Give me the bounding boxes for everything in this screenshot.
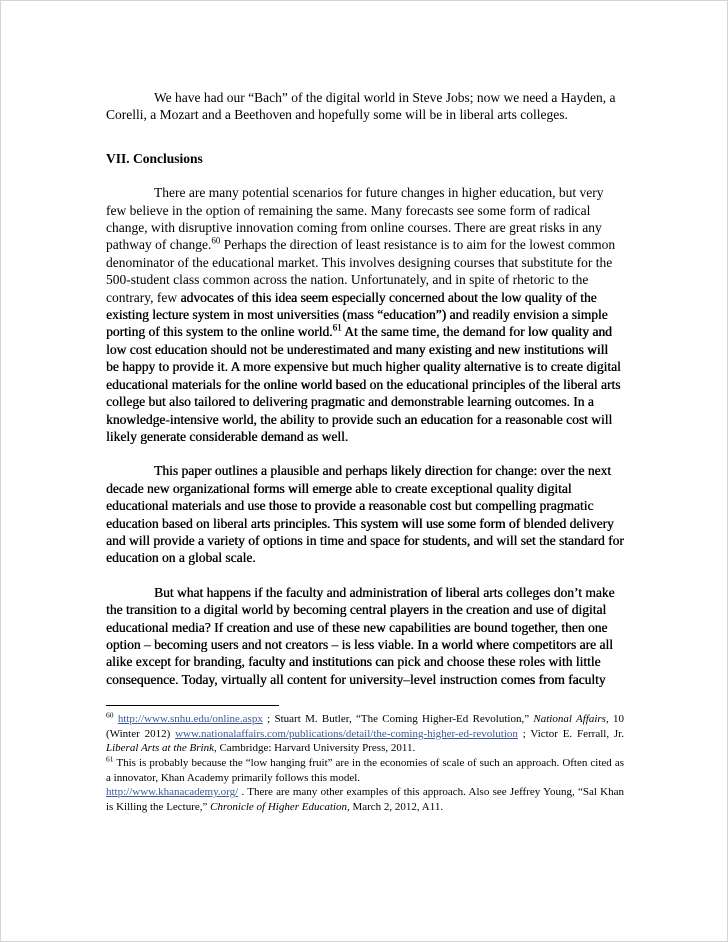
footnote-number-61: 61 — [106, 754, 114, 764]
footnote-number-60: 60 — [106, 710, 114, 720]
italic-book-title: Liberal Arts at the Brink — [106, 742, 214, 755]
footnote-60 — [106, 712, 624, 756]
link-snhu-online[interactable]: http://www.snhu.edu/online.aspx — [117, 713, 263, 726]
text-run: , 10 (Winter 2012) — [106, 713, 625, 740]
text-run: , March 2, 2012, A11. — [346, 800, 444, 813]
text-run: There are many potential scenarios for future changes in higher education, but very few believe in the option of remaining the same. Many forecasts see some form of radical change, with disruptive innovation coming from online courses. There are great risks in any pathway of change. — [106, 185, 604, 253]
footnote-ref-61: 61 — [332, 322, 342, 333]
text-run: ; Stuart M. Butler, “The Coming Higher-Ed Revolution,” — [262, 713, 534, 726]
text-run: advocates of this idea seem especially concerned about the low quality of the existing lecture system in most universities (mass “education”) and readily envision a simple porting of this system to the online world. — [106, 289, 608, 340]
italic-journal-title: Chronicle of Higher Education — [210, 800, 347, 813]
text-run: At the same time, the demand for low quality and low cost education should not be underestimated and many existing and new institutions will be happy to provide it. A more expensive but much higher quality alternative is to create digital educational materials for the online world based on the educational principles of the liberal arts college but also tailored to delivering pragmatic and demonstrable learning outcomes. In a knowledge-intensive world, the ability to provide such an education for a reasonable cost will likely generate considerable demand as well. — [106, 324, 621, 444]
intro-paragraph: We have had our “Bach” of the digital world in Steve Jobs; now we need a Hayden, a Corelli, a Mozart and a Beethoven and hopefully some will be in liberal arts colleges. — [106, 90, 616, 123]
footnote-ref-60: 60 — [211, 235, 221, 246]
section-heading: VII. Conclusions — [106, 150, 203, 166]
conclusions-paragraph-1 — [106, 184, 624, 445]
footnotes-section — [106, 712, 624, 814]
footnote-61 — [106, 756, 624, 814]
text-run: Perhaps the direction of least resistance is to aim for the lowest common denominator of the educational market. This involves designing courses that substitute for the 500-student class common across the nation. Unfortunately, and in spite of rhetoric to the contrary, few — [106, 237, 616, 305]
link-khanacademy[interactable]: http://www.khanacademy.org/ — [106, 786, 239, 799]
conclusions-paragraph-3: But what happens if the faculty and administration of liberal arts colleges don’t make the transition to a digital world by becoming central players in the creation and use of digital educational media? If creation and use of these new capabilities are bound together, then one option – becoming users and not creators – is less viable. In a world where competitors are all alike except for branding, faculty and institutions can pick and choose these roles with little consequence. Today, virtually all content for university–level instruction comes from faculty — [106, 584, 615, 687]
conclusions-paragraph-2: This paper outlines a plausible and perhaps likely direction for change: over the next decade new organizational forms will emerge able to create exceptional quality digital educational materials and use those to provide a reasonable cost but compelling pragmatic education based on liberal arts principles. This system will use some form of blended delivery and will provide a variety of options in time and space for students, and will set the standard for education on a global scale. — [106, 463, 624, 566]
text-run: . There are many other examples of this approach. Also see Jeffrey Young, “Sal Khan is Killing the Lecture,” — [106, 786, 624, 813]
link-nationalaffairs[interactable]: www.nationalaffairs.com/publications/detail/the-coming-higher-ed-revolution — [175, 727, 518, 740]
text-run: This is probably because the “low hanging fruit” are in the economies of scale of such an approach. Often cited as a innovator, Khan Academy primarily follows this model. — [106, 756, 624, 784]
text-run: , Cambridge: Harvard University Press, 2011. — [213, 742, 416, 755]
italic-journal-title: National Affairs — [533, 713, 606, 726]
text-run: ; Victor E. Ferrall, Jr. — [517, 727, 624, 740]
footnote-separator — [106, 705, 279, 706]
